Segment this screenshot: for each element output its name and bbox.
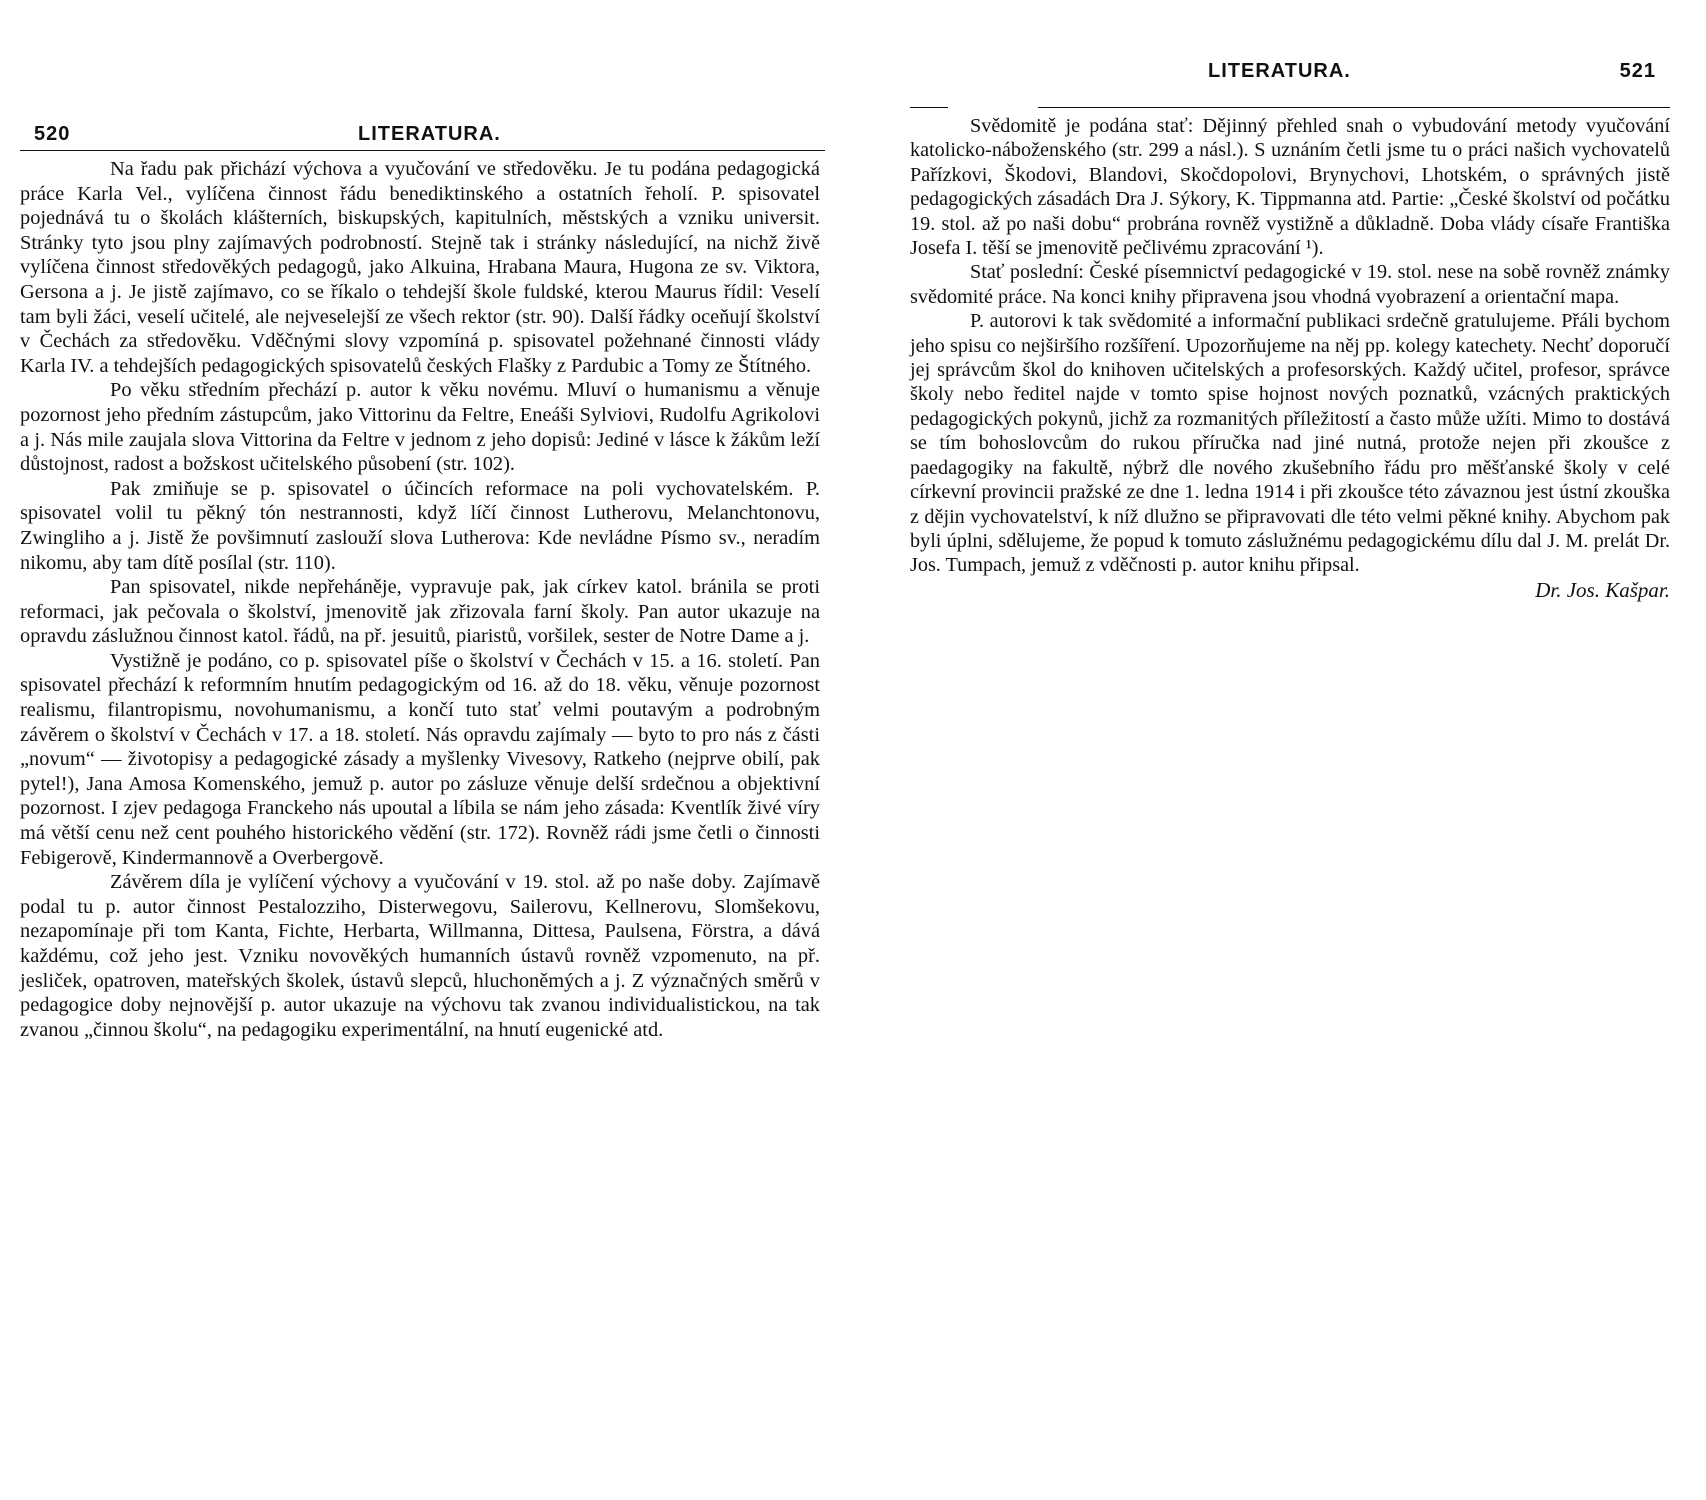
- paragraph: Po věku středním přechází p. autor k věku novému. Mluví o humanismu a věnuje pozornost jeho předním zástupcům, jako Vittorinu da Feltre, Eneáši Sylviovi, Rudolfu Agrikolovi a j. Nás mile zaujala slova Vittorina da Feltre v jednom z jeho dopisů: Jediné v lásce k žákům leží důstojnost, radost a božskost učitelského působení (str. 102).: [20, 379, 820, 476]
- left-page-header: [20, 95, 820, 145]
- paragraph: Stať poslední: České písemnictví pedagogické v 19. stol. nese na sobě rovněž známky svědomité práce. Na konci knihy připravena jsou vhodná vyobrazení a orientační mapa.: [910, 261, 1670, 308]
- page-number: 521: [1619, 60, 1656, 82]
- page-number: 520: [34, 123, 71, 145]
- header-rule: [910, 107, 948, 108]
- right-page-body: [910, 114, 1670, 603]
- paragraph: Pak zmiňuje se p. spisovatel o účincích reformace na poli vychovatelském. P. spisovatel volil tu pěkný tón nestrannosti, když líčí činnost Lutherovu, Melanchtonovu, Zwingliho a j. Jistě že povšimnutí zaslouží slova Lutherova: Kde nevládne Písmo sv., neradím nikomu, aby tam dítě posílal (str. 110).: [20, 477, 820, 574]
- right-page: [910, 60, 1670, 603]
- paragraph: Vystižně je podáno, co p. spisovatel píše o školství v Čechách v 15. a 16. století. Pan spisovatel přechází k reformním hnutím pedagogickým od 16. až do 18. věku, věnuje pozornost realismu, filantropismu, novohumanismu, a končí tuto stať velmi poutavým a podrobným závěrem o školství v Čechách v 17. a 18. století. Nás opravdu zajímaly — byto to pro nás z části „novum“ — životopisy a pedagogické zásady a myšlenky Vivesovy, Ratkeho (nejprve obilí, pak pytel!), Jana Amosa Komenského, jemuž p. autor po zásluze věnuje delší srdečnou a objektivní pozornost. I zjev pedagoga Franckeho nás upoutal a líbila se nám jeho zásada: Kventlík živé víry má větší cenu než cent pouhého historického vědění (str. 172). Rovněž rádi jsme četli o činnosti Febigerově, Kindermannově a Overbergově.: [20, 649, 820, 869]
- paragraph: Závěrem díla je vylíčení výchovy a vyučování v 19. stol. až po naše doby. Zajímavě podal tu p. autor činnost Pestalozziho, Disterwegovu, Sailerovu, Kellnerovu, Slomšekovu, nezapomínaje při tom Kanta, Fichte, Herbarta, Willmanna, Dittesa, Paulsena, Förstra, a dává každému, což jeho jest. Vzniku novověkých humanních ústavů rovněž vzpomenuto, na př. jesliček, opatroven, mateřských školek, ústavů slepců, hluchoněmých a j. Z význačných směrů v pedagogice doby nejnovější p. autor ukazuje na výchovu tak zvanou individualistickou, na tak zvanou „činnou školu“, na pedagogiku experimentální, na hnutí eugenické atd.: [20, 871, 820, 1041]
- paragraph: Na řadu pak přichází výchova a vyučování ve středověku. Je tu podána pedagogická práce Karla Vel., vylíčena činnost řádu benediktinského a ostatních řeholí. P. spisovatel pojednává tu o školách klášterních, biskupských, kapitulních, městských a vzniku universit. Stránky tyto jsou plny zajímavých podrobností. Stejně tak i stránky následující, na nichž živě vylíčena činnost středověkých pedagogů, jako Alkuina, Hrabana Maura, Hugona ze sv. Viktora, Gersona a j. Je jistě zajímavo, co se říkalo o tehdejší škole fuldské, kterou Maurus řídil: Veselí tam byli žáci, veselí učitelé, ale nejveselejší ze všech rektor (str. 90). Další řádky oceňují školství v Čechách za středověku. Vděčnými slovy vzpomíná p. spisovatel požehnané činnosti vlády Karla IV. a tehdejších pedagogických spisovatelů českých Flašky z Pardubic a Tomy ze Štítného.: [20, 158, 820, 377]
- running-title: LITERATURA.: [1208, 60, 1351, 82]
- paragraph: Pan spisovatel, nikde nepřeháněje, vypravuje pak, jak církev katol. bránila se proti reformaci, jak pečovala o školství, jmenovitě jak zřizovala farní školy. Pan autor ukazuje na opravdu záslužnou činnost katol. řádů, na př. jesuitů, piaristů, voršilek, sester de Notre Dame a j.: [20, 576, 820, 648]
- running-title: LITERATURA.: [358, 123, 501, 145]
- left-page: [20, 95, 820, 1042]
- paragraph: Svědomitě je podána stať: Dějinný přehled snah o vybudování metody vyučování katolicko-náboženského (str. 299 a násl.). S uznáním četli jsme tu o práci našich vychovatelů Pařízkovi, Škodovi, Blandovi, Skočdopolovi, Brynychovi, Lhotském, o správných jistě pedagogických zásadách Dra J. Sýkory, K. Tippmanna atd. Partie: „České školství od počátku 19. stol. až po naši dobu“ probrána rovněž vystižně a důkladně. Doba vlády císaře Františka Josefa I. těší se jmenovitě pečlivému zpracování ¹).: [910, 115, 1670, 260]
- left-page-body: [20, 157, 820, 1042]
- right-page-header: [910, 60, 1670, 96]
- header-rule: [1038, 107, 1670, 108]
- author-signature: Dr. Jos. Kašpar.: [1535, 577, 1670, 602]
- header-rule: [20, 150, 825, 151]
- paragraph: P. autorovi k tak svědomité a informační publikaci srdečně gratulujeme. Přáli bychom jeho spisu co nejširšího rozšíření. Upozorňujeme na něj pp. kolegy katechety. Nechť doporučí jej správcům škol do knihoven učitelských a profesorských. Každý učitel, profesor, správce školy nebo ředitel najde v tomto spise hojnost nových poznatků, vzácných praktických pedagogických pokynů, jichž za rozmanitých příležitostí a často může užíti. Mimo to dostává se tím bohoslovcům do rukou příručka nad jiné nutná, protože nejen při zkoušce z paedagogiky na fakultě, nýbrž dle nového zkušebního řádu pro měšťanské školy v celé církevní provincii pražské ze dne 1. ledna 1914 i při zkoušce této závaznou jest ústní zkouška z dějin vychovatelství, k níž dlužno se připravovati dle této velmi pěkné knihy. Abychom pak byli úplni, sdělujeme, že popud k tomuto záslužnému pedagogickému dílu dal J. M. prelát Dr. Jos. Tumpach, jemuž z vděčnosti p. autor knihu připsal.: [910, 310, 1670, 577]
